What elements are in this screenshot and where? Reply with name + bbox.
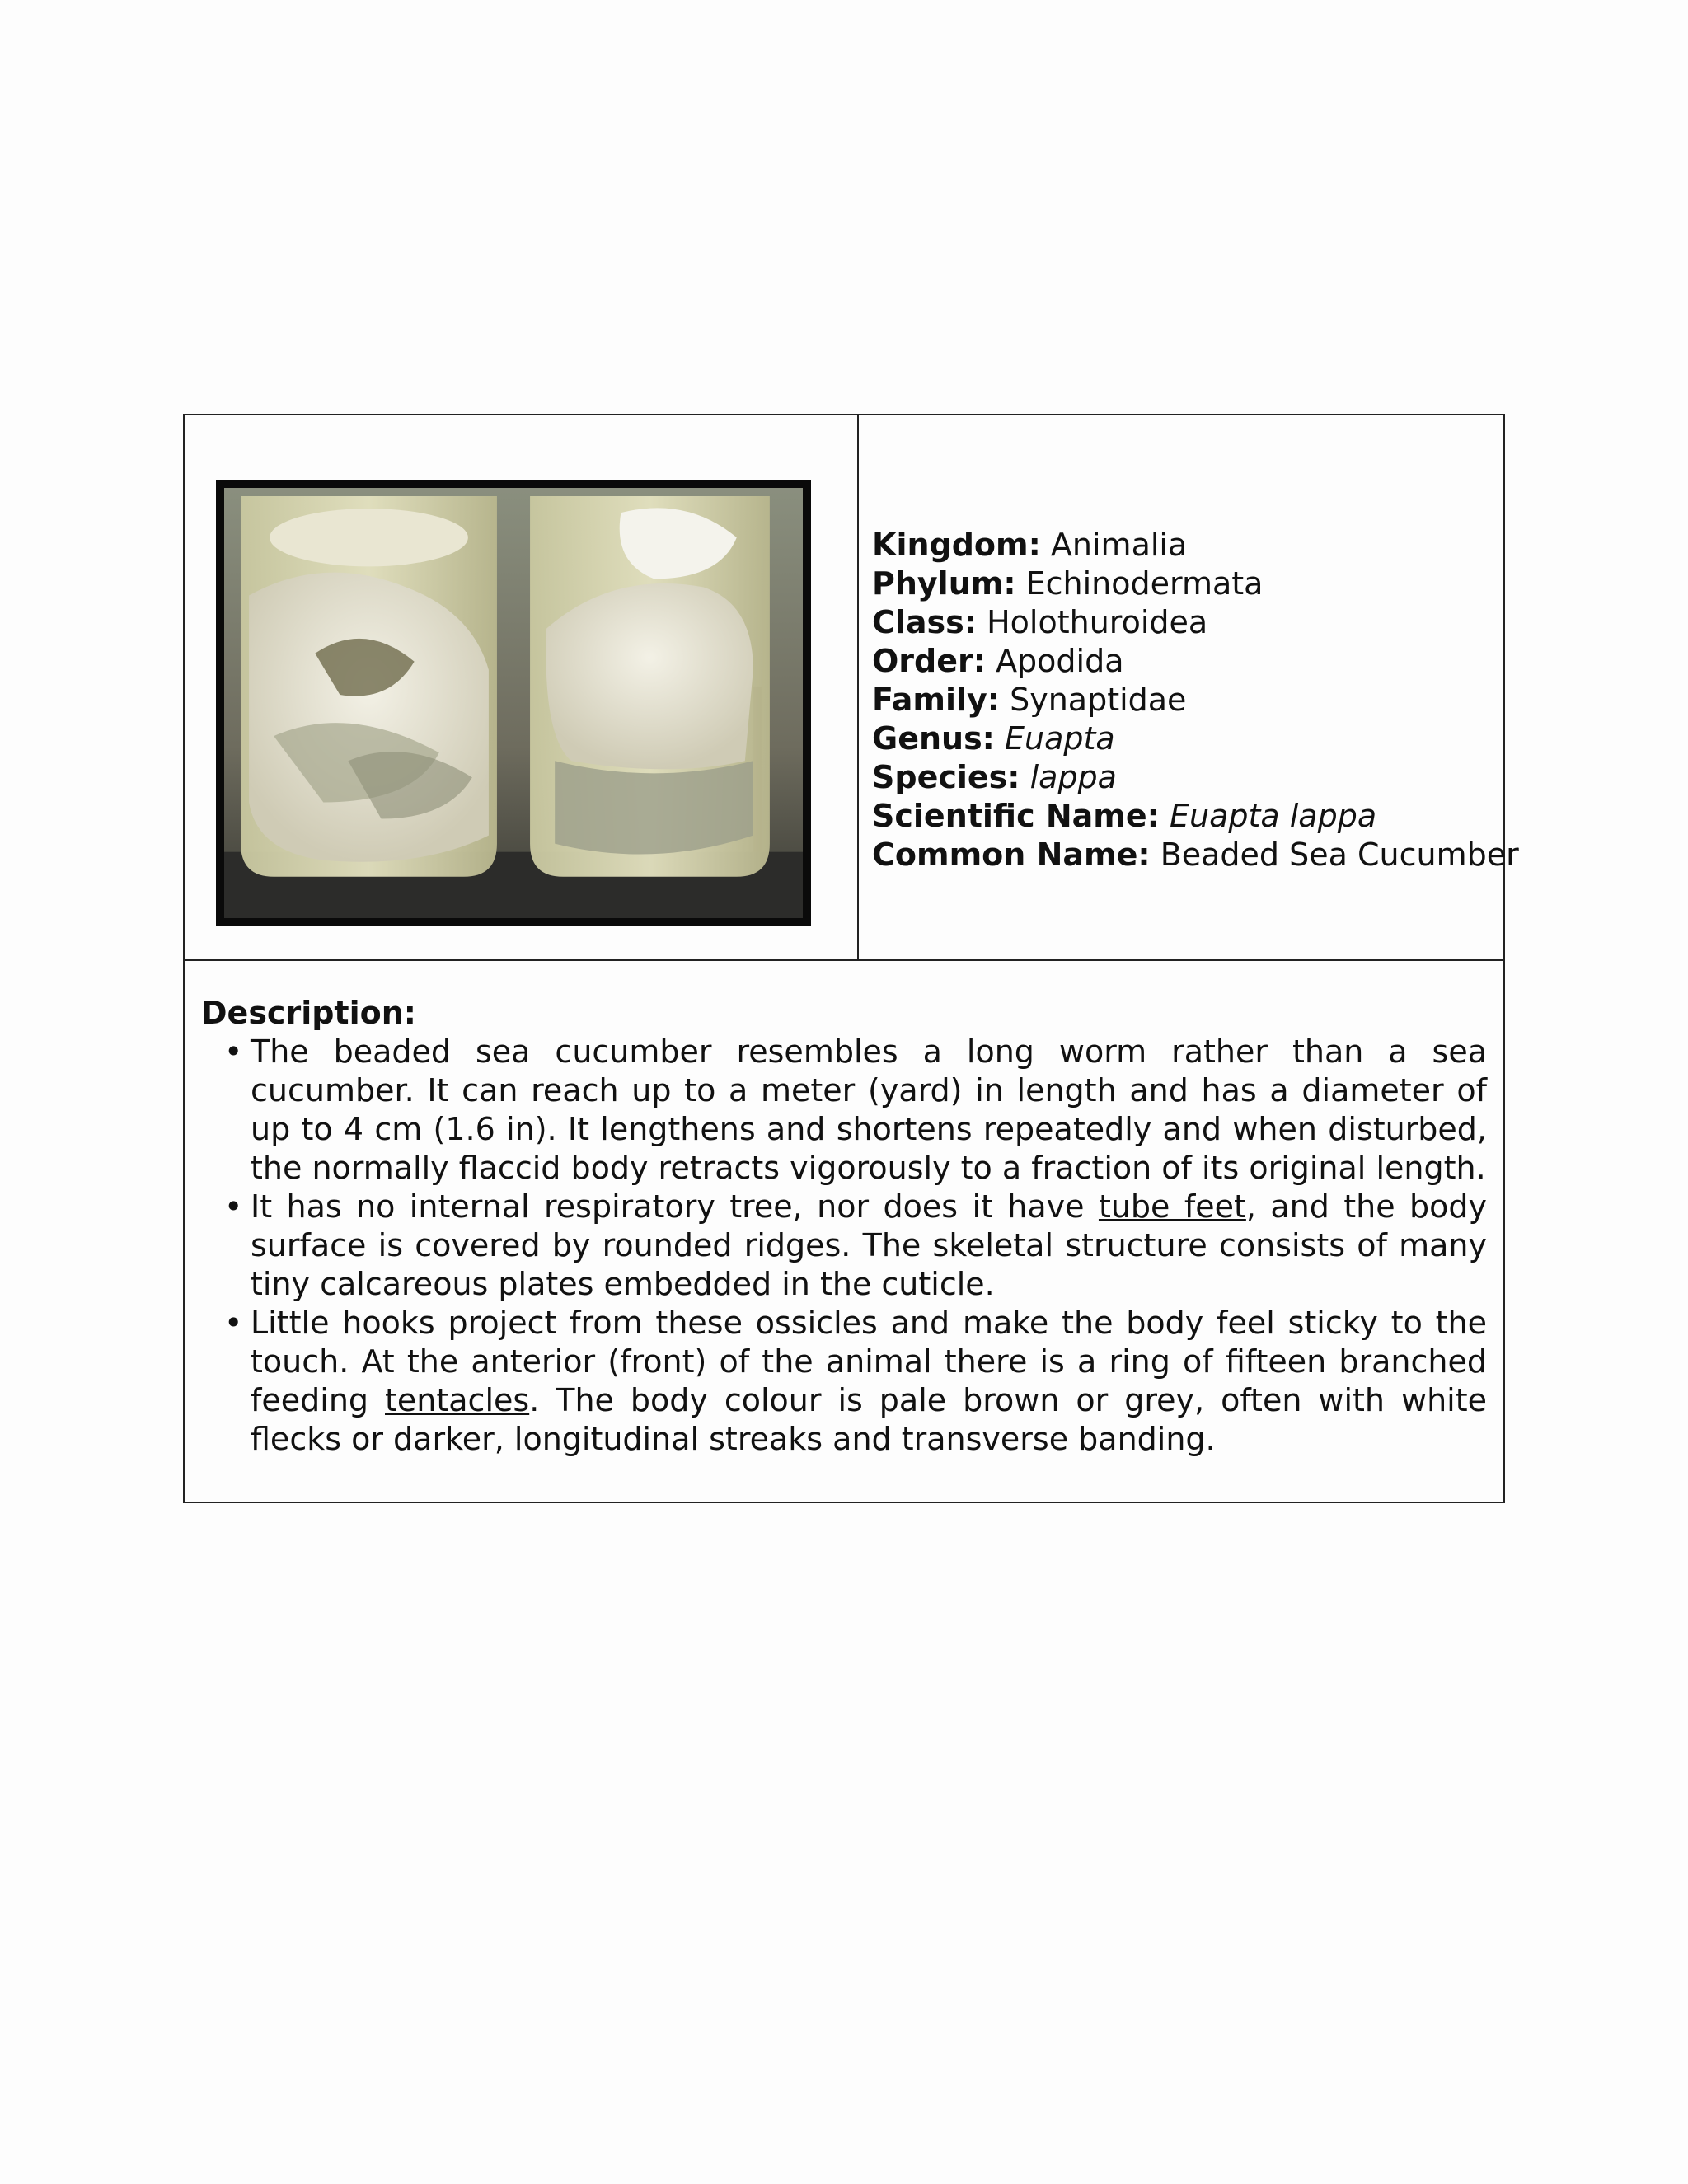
description-heading: Description:	[201, 995, 416, 1031]
taxonomy-phylum: Phylum: Echinodermata	[872, 565, 1264, 602]
taxonomy-species: Species: lappa	[872, 759, 1117, 795]
taxonomy-order: Order: Apodida	[872, 643, 1124, 679]
bullet-icon: •	[224, 1188, 243, 1225]
specimen-card	[183, 414, 1519, 1503]
taxonomy-list	[872, 526, 1519, 874]
bullet-icon: •	[224, 1305, 243, 1341]
specimen-photo	[216, 480, 811, 926]
specimen-jars-image	[224, 488, 803, 918]
taxonomy-family: Family: Synaptidae	[872, 682, 1187, 718]
taxonomy-kingdom: Kingdom: Animalia	[872, 527, 1188, 563]
description-bullets	[201, 1033, 1487, 1459]
taxonomy-scientific-name: Scientific Name: Euapta lappa	[872, 798, 1377, 834]
taxonomy-class: Class: Holothuroidea	[872, 604, 1208, 640]
row-divider	[185, 959, 1503, 961]
description-section	[201, 994, 1487, 1459]
taxonomy-genus: Genus: Euapta	[872, 720, 1115, 757]
tentacles-link[interactable]: tentacles	[385, 1382, 530, 1418]
description-bullet: • Little hooks project from these ossicles and make the body feel sticky to the touch. At the anterior (front) of the animal there is a ring of fifteen branched feeding tentacles. The body colour is pale brown or grey, often with white flecks or darker, longitudinal streaks and transverse banding.	[224, 1305, 1487, 1457]
column-divider	[857, 415, 859, 959]
bullet-icon: •	[224, 1033, 243, 1070]
description-bullet: • The beaded sea cucumber resembles a long worm rather than a sea cucumber. It can reach up to a meter (yard) in length and has a diameter of up to 4 cm (1.6 in). It lengthens and shortens repeatedly and when disturbed, the normally flaccid body retracts vigorously to a fraction of its original length.	[224, 1033, 1487, 1186]
tube-feet-link[interactable]: tube feet	[1098, 1188, 1246, 1225]
taxonomy-common-name: Common Name: Beaded Sea Cucumber	[872, 837, 1519, 873]
description-bullet: • It has no internal respiratory tree, nor does it have tube feet, and the body surface is covered by rounded ridges. The skeletal structure consists of many tiny calcareous plates embedded in the cuticle.	[224, 1188, 1487, 1302]
